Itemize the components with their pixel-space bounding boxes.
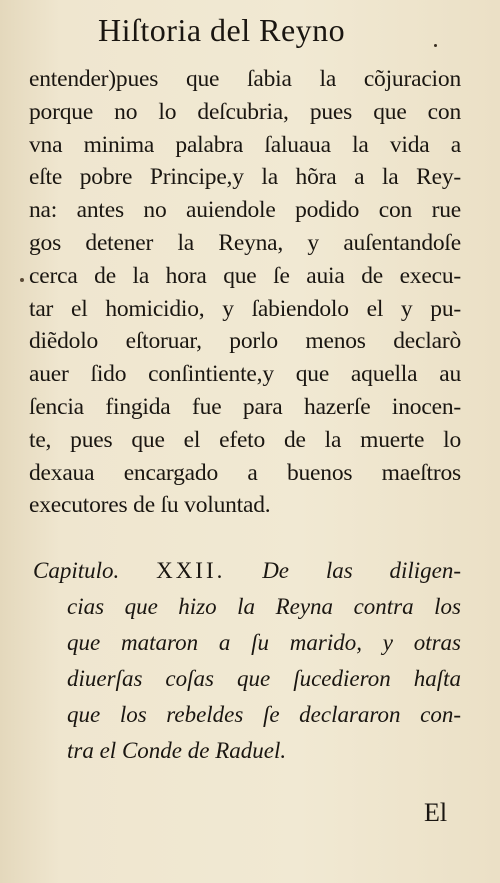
body-line: cerca de la hora que ſe auia de execu- [29, 262, 461, 289]
chapter-title-line: que mataron a ſu marido, y otras [67, 630, 461, 655]
page-speck [434, 44, 437, 47]
body-line: ſencia fingida fue para hazerſe inocen- [29, 393, 461, 420]
running-head: Hiſtoria del Reyno [98, 12, 346, 48]
body-line: auer ſido conſintiente,y que aquella au [29, 361, 461, 388]
body-line: entender)pues que ſabia la cõjuracion [29, 66, 461, 92]
body-line: executores de ſu voluntad. [29, 492, 271, 519]
chapter-title-line: cias que hizo la Reyna contra los [67, 594, 461, 619]
margin-mark [20, 278, 24, 282]
body-line: vna minima palabra ſaluaua la vida a [29, 131, 461, 158]
body-line: na: antes no auiendole podido con rue [29, 197, 461, 224]
body-line: eſte pobre Principe,y la hõra a la Rey- [29, 164, 461, 191]
chapter-heading [33, 553, 461, 769]
body-line: dexaua encargado a buenos maeſtros [29, 459, 461, 486]
chapter-title-line: que los rebeldes ſe declararon con- [67, 702, 461, 727]
body-line: te, pues que el efeto de la muerte lo [29, 426, 461, 453]
body-line: diẽdolo eſtoruar, porlo menos declarò [29, 328, 461, 355]
chapter-title-line: diuerſas coſas que ſucedieron haſta [67, 666, 461, 691]
chapter-title-start: De las diligen- [262, 558, 462, 583]
chapter-number: XXII. [156, 558, 226, 583]
chapter-label: Capitulo. [33, 558, 120, 583]
body-text [29, 63, 461, 522]
catchword: El [424, 798, 448, 827]
body-line: tar el homicidio, y ſabiendolo el y pu- [29, 295, 461, 322]
body-line: gos detener la Reyna, y auſentandoſe [29, 229, 461, 256]
chapter-title-line: tra el Conde de Raduel. [67, 738, 287, 763]
body-line: porque no lo deſcubria, pues que con [29, 98, 461, 125]
chapter-heading-first-line [33, 553, 461, 589]
